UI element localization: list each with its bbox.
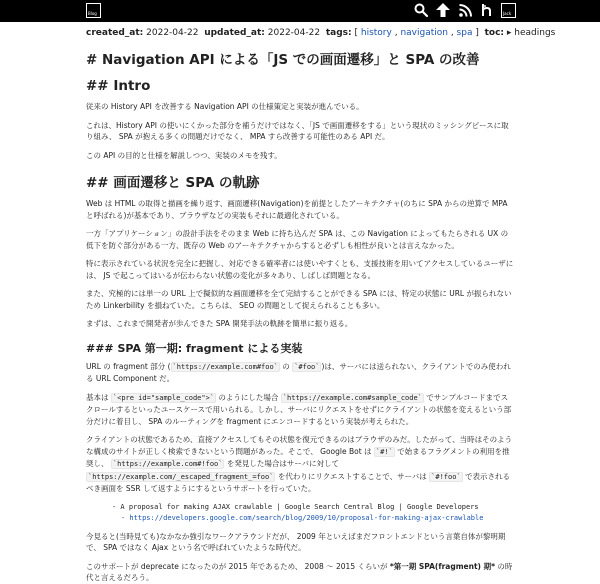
heading-spa-history: ## 画面遷移と SPA の軌跡 <box>86 175 260 191</box>
inline-code: `#!` <box>375 447 393 456</box>
text: でサンプルコードまでスクロールするといったユースケースで用いられる。しかし、サーバにリクエストをせずにクライアントの状態を変えるという部分だけに着目し、 SPA のルーティングを fragment にエンコードするという実装が考えられた。 <box>86 392 512 426</box>
tags-open: [ <box>354 28 358 38</box>
inline-code: `<pre id="sample_code">` <box>112 393 215 402</box>
inline-code: `https://example.com#foo` <box>172 362 278 371</box>
reference-link[interactable]: - https://developers.google.com/search/blog/2009/10/proposal-for-making-ajax-crawlable <box>121 513 484 522</box>
jack-box-icon[interactable] <box>501 3 516 18</box>
paragraph: 従来の History API を改善する Navigation API の仕様策定と実装が進んでいる。 <box>86 102 364 111</box>
top-bar <box>0 0 600 22</box>
inline-code: `#!foo` <box>431 472 461 481</box>
heading-fragment: ### SPA 第一期: fragment による実装 <box>86 341 303 355</box>
text: の時代と言えるだろう。 <box>86 561 513 582</box>
toc-toggle[interactable]: ▸ headings <box>506 28 556 38</box>
text: のようにした場合 <box>216 392 281 402</box>
created-value: 2022-04-22 <box>146 28 199 38</box>
article-meta: created_at: 2022-04-22 updated_at: 2022-04-22 tags: [ history , navigation , spa ] toc: ▸ headings <box>86 28 556 38</box>
tags-close: ] <box>475 28 479 38</box>
paragraph: Web は HTML の取得と描画を繰り返す、画面遷移(Navigation)を前提としたアーキテクチャ(のちに SPA からの逆算で MPA と呼ばれる)が基本であり、ブラウザなどの実装もそれに最適化されている。 <box>86 199 508 220</box>
text: このサポートが deprecate になったのが 2015 年であるため、 2008 〜 2015 くらいが <box>86 561 390 571</box>
paragraph <box>86 392 514 428</box>
toolbar <box>413 2 516 18</box>
text: URL の fragment 部分 ( <box>86 361 171 371</box>
tags-label: tags: <box>325 28 352 38</box>
paragraph: また、究極的には単一の URL 上で擬似的な画面遷移を全て完結することができる SPA には、特定の状態に URL が振られないため Linkerbility を損ねていた。こちらは、 SEO の問題として捉えられることも多い。 <box>86 289 512 310</box>
text: を代わりにリクエストすることで、サーバは <box>275 471 430 481</box>
inline-code: `https://example.com/_escaped_fragment_=foo` <box>88 472 274 481</box>
rss-icon[interactable] <box>457 2 473 18</box>
search-icon[interactable] <box>413 2 429 18</box>
heading-intro: ## Intro <box>86 78 151 94</box>
paragraph: 今見ると(当時見ても)なかなか強引なワークアラウンドだが、 2009 年といえばまだフロントエンドという言葉自体が黎明期で、 SPA ではなく Ajax という名で呼ばれていたような時代だ。 <box>86 531 506 552</box>
updated-label: updated_at: <box>204 28 265 38</box>
paragraph <box>86 434 514 495</box>
paragraph: 一方「アプリケーション」の設計手法をそのまま Web に持ち込んだ SPA は、この Navigation によってもたらされる UX の低下を防ぐ部分がある一方、既存の Web のアーキテクチャからすると必ずしも相性が良いとは言えなかった。 <box>86 229 509 250</box>
inline-code: `https://example.com#!foo` <box>112 460 223 468</box>
tag-spa[interactable]: spa <box>456 28 473 38</box>
created-label: created_at: <box>86 28 144 38</box>
paragraph <box>86 361 514 385</box>
article-container <box>0 28 600 584</box>
emphasis: *第一期 SPA(fragment) 期* <box>389 561 496 571</box>
tag-navigation[interactable]: navigation <box>400 28 448 38</box>
text: )は、サーバには送られない、クライアントでのみ使われる URL Component だ。 <box>86 361 511 383</box>
reference-list <box>86 502 514 524</box>
paragraph: この API の目的と仕様を解説しつつ、実装のメモを残す。 <box>86 150 282 160</box>
text: で始まるフラグメントの利用を推奨し、 <box>86 446 510 468</box>
arrow-up-icon[interactable] <box>435 2 451 18</box>
inline-code: `https://example.com#sample_code` <box>282 393 422 402</box>
text: で表示されるべき画面を SSR して返すようにするというサポートを行っていた。 <box>86 471 511 493</box>
text: 基本は <box>86 392 111 402</box>
text: クライアントの状態であるため、直接アクセスしてもその状態を復元できるのはブラウザのみだ。したがって、当時はそのような構成のサイトが正しく検索できないという問題があった。そこで、 Google Bot は <box>86 435 513 456</box>
tag-history[interactable]: history <box>360 28 392 38</box>
reference-title: - A proposal for making AJAX crawlable | Google Search Central Blog | Google Developers <box>112 502 479 511</box>
blog-logo-text: Blog <box>88 11 97 16</box>
toc-label: toc: <box>484 28 505 38</box>
paragraph <box>86 561 514 584</box>
hatena-icon[interactable] <box>479 2 495 18</box>
jack-box-label: Jack <box>503 10 512 16</box>
page-title: # Navigation API による「JS での画面遷移」と SPA の改善 <box>86 52 480 68</box>
inline-code: `#foo` <box>294 362 320 371</box>
blog-logo[interactable] <box>86 3 101 18</box>
paragraph: まずは、これまで開発者が歩んできた SPA 開発手法の軌跡を簡単に振り返る。 <box>86 319 353 328</box>
text: を発見した場合はサーバに対して <box>224 459 339 468</box>
text: の <box>279 361 293 371</box>
paragraph: これは、History API の使いにくかった部分を補うだけではなく、「JS で画面遷移をする」という現状のミッシングピースに取り組み、 SPA が抱える多くの問題だけでなく、 MPA すら改善する可能性のある API だ。 <box>86 120 509 141</box>
paragraph: 特に表示されている状況を完全に把握し、対応できる確率者には使いやすくとも、支援技術を用いてアクセスしているユーザには、 JS で起こってはいるが伝わらない状態の変化が多々あり、しばしば問題となる。 <box>86 259 514 280</box>
updated-value: 2022-04-22 <box>267 28 321 38</box>
